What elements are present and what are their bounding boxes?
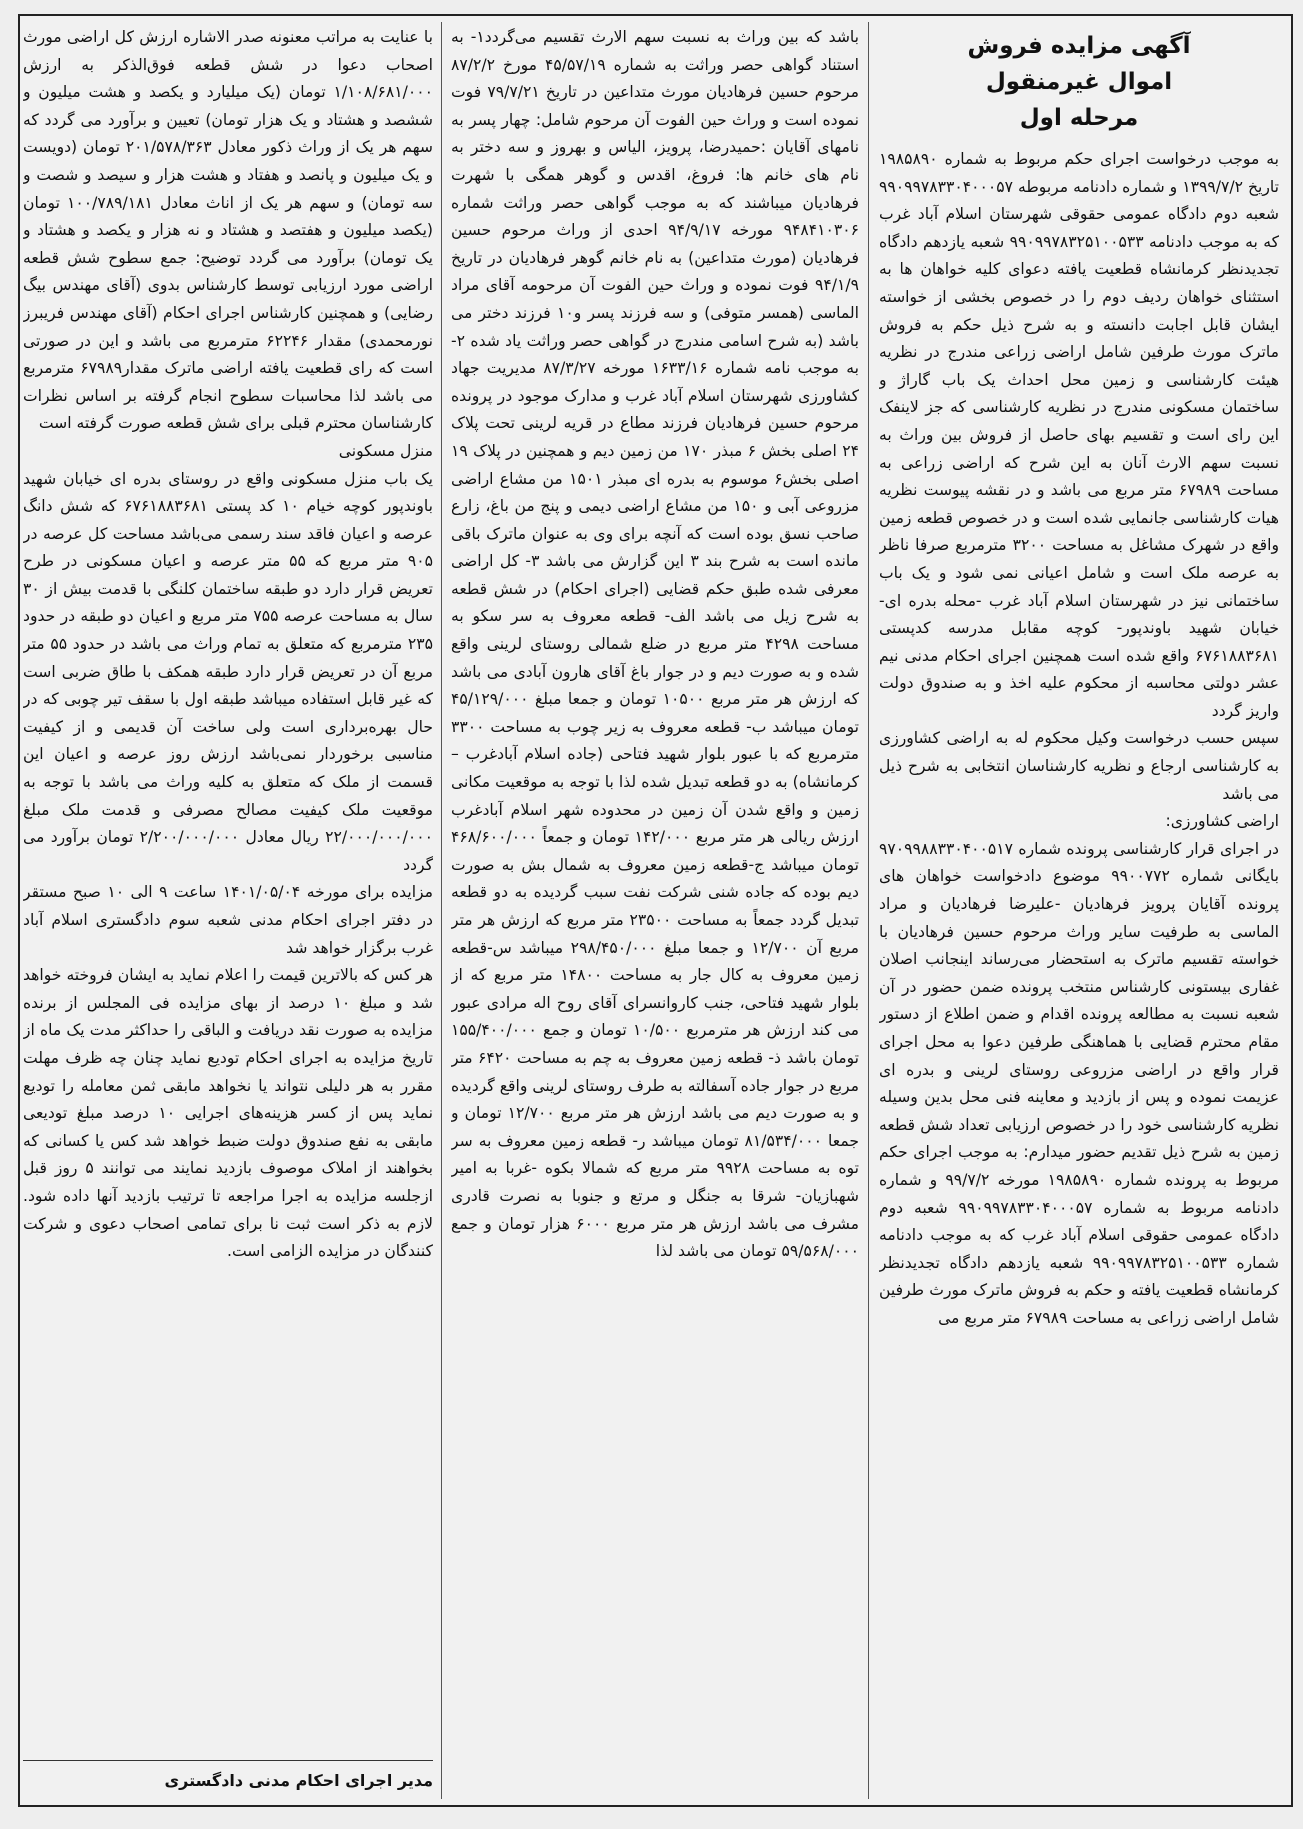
paragraph-expert-referral: سپس حسب درخواست وکیل محکوم له به اراضی کشاورزی به کارشناسی ارجاع و نظریه کارشناسان انتخابی به شرح ذیل می باشد	[879, 729, 1279, 803]
signature-line: مدیر اجرای احکام مدنی دادگستری	[23, 1760, 433, 1795]
paragraph-heirs-and-parcels: باشد که بین وراث به نسبت سهم الارث تقسیم می‌گردد۱- به استناد گواهی حصر وراثت به شماره ۴۵/۵۷/۱۹ مورخ ۸۷/۲/۲ مرحوم حسین فرهادیان مورث متداعین در تاریخ ۷۹/۷/۲۱ فوت نموده است و وراث حین الفوت آن مرحوم شامل: چهار پسر به نامهای آقایان :حمیدرضا، پرویز، الیاس و بهروز و سه دختر به نام های خانم ها: فروغ، اقدس و گوهر همگی با شهرت فرهادیان میباشند که به موجب گواهی حصر وراثت شماره ۹۴۸۴۱۰۳۰۶ مورخه ۹۴/۹/۱۷ احدی از وراث مرحوم حسین فرهادیان (مورث متداعین) به نام خانم گوهر فرهادیان در تاریخ ۹۴/۱/۹ فوت نموده و وراث حین الفوت آن مرحومه آقای مراد الماسی (همسر متوفی) و سه فرزند پسر و۱۰ فرزند دختر می باشد (به شرح اسامی مندرج در گواهی حصر وراثت یاد شده ۲- به موجب نامه شماره ۱۶۳۳/۱۶ مورخه ۸۷/۳/۲۷ مدیریت جهاد کشاورزی شهرستان اسلام آباد غرب و مدارک موجود در پرونده مرحوم حسین فرهادیان فرزند مطاع در قریه لرینی تحت پلاک ۲۴ اصلی بخش ۶ مبذر ۱۷۰ من زمین دیم و همچنین در پلاک ۱۹ اصلی بخش۶ موسوم به بدره ای مبذر ۱۵۰۱ من مشاع اراضی مزروعی آبی و ۱۵۰ من مشاع اراضی دیمی و پنج من باغ، زارع صاحب نسق بوده است که آنچه برای وی به عنوان ماترک باقی مانده است به شرح بند ۳ این گزارش می باشد ۳- کل اراضی معرفی شده طبق حکم قضایی (اجرای احکام) در شش قطعه به شرح زیل می باشد الف- قطعه معروف به سر سکو به مساحت ۴۲۹۸ متر مربع در ضلع شمالی روستای لرینی واقع شده و به صورت دیم و در جوار باغ آقای هارون آبادی می باشد که ارزش هر متر مربع ۱۰۵۰۰ تومان و جمعا مبلغ ۴۵/۱۲۹/۰۰۰ تومان میباشد ب- قطعه معروف به زیر چوب به مساحت ۳۳۰۰ مترمربع که با عبور بلوار شهید فتاحی (جاده اسلام آبادغرب – کرمانشاه) به دو قطعه تبدیل شده لذا با توجه به موقعیت مکانی زمین و واقع شدن آن زمین در محدوده شهر اسلام آبادغرب ارزش ریالی هر متر مربع ۱۴۲/۰۰۰ تومان و جمعاً ۴۶۸/۶۰۰/۰۰۰ تومان میباشد ج-قطعه زمین معروف به شمال بش به صورت دیم بوده که جاده شنی شرکت نفت سبب گردیده به دو قطعه تبدیل گردد جمعاً به مساحت ۲۳۵۰۰ متر مربع که ارزش هر متر مربع آن ۱۲/۷۰۰ و جمعا مبلغ ۲۹۸/۴۵۰/۰۰۰ میباشد س-قطعه زمین معروف به کال جار به مساحت ۱۴۸۰۰ متر مربع که از بلوار شهید فتاحی، جنب کاروانسرای آقای روح اله مرادی عبور می کند ارزش هر مترمربع ۱۰/۵۰۰ تومان و جمع ۱۵۵/۴۰۰/۰۰۰ تومان باشد ذ- قطعه زمین معروف به چم به مساحت ۶۴۲۰ متر مربع در جوار جاده آسفالته به طرف روستای لرینی واقع گردیده و به صورت دیم می باشد ارزش هر متر مربع ۱۲/۷۰۰ تومان و جمعا ۸۱/۵۳۴/۰۰۰ تومان میباشد ر- قطعه زمین معروف به سر توه به مساحت ۹۹۲۸ متر مربع که شمالا بکوه -غربا به امیر شهبازیان- شرقا به جنگل و مرتع و جنوبا به نصرت قادری مشرف می باشد ارزش هر متر مربع ۶۰۰۰ هزار تومان و جمع ۵۹/۵۶۸/۰۰۰ تومان می باشد لذا	[451, 28, 859, 1261]
headline-line-2: اموال غیرمنقول	[985, 69, 1173, 95]
section-heading-agricultural-land: اراضی کشاورزی:	[1165, 812, 1279, 831]
paragraph-house-description: یک باب منزل مسکونی واقع در روستای بدره ای خیابان شهید باوندپور کوچه خیام ۱۰ کد پستی ۶۷۶۱۸۸۳۶۸۱ که شش دانگ عرصه و اعیان فاقد سند رسمی می‌باشد مساحت کل عرصه در ۹۰۵ متر مربع که ۵۵ متر عرصه و اعیان مسکونی در طرح تعریض قرار دارد دو طبقه ساختمان کلنگی با قدمت بیش از ۳۰ سال به مساحت عرصه ۷۵۵ متر مربع و اعیان دو طبقه در حدود ۲۳۵ مترمربع که متعلق به تمام وراث می باشد در حدود ۵۵ متر مربع آن در تعریض قرار دارد طبقه همکف با طاق ضربی است که غیر قابل استفاده میباشد طبقه اول با سقف تیر چوبی که در حال بهره‌برداری است ولی ساخت آن قدیمی و از کیفیت مناسبی برخوردار نمی‌باشد ارزش روز عرصه و اعیان این قسمت از ملک که متعلق به کلیه وراث می باشد با توجه به موقعیت ملک کیفیت مصالح مصرفی و قدمت ملک مبلغ ۲۲/۰۰۰/۰۰۰/۰۰۰ ریال معادل ۲/۲۰۰/۰۰۰/۰۰۰ تومان برآورد می گردد	[23, 469, 433, 874]
section-heading-residential-house: منزل مسکونی	[338, 441, 433, 460]
notice-headline	[879, 28, 1279, 136]
paragraph-auction-date: مزایده برای مورخه ۱۴۰۱/۰۵/۰۴ ساعت ۹ الی ۱۰ صبح مستقر در دفتر اجرای احکام مدنی شعبه سوم دادگستری اسلام آباد غرب برگزار خواهد شد	[23, 883, 433, 957]
paragraph-court-order: به موجب درخواست اجرای حکم مربوط به شماره ۱۹۸۵۸۹۰ تاریخ ۱۳۹۹/۷/۲ و شماره دادنامه مربوطه ۹۹۰۹۹۷۸۳۳۰۴۰۰۰۵۷ شعبه دوم دادگاه عمومی حقوقی شهرستان اسلام آباد غرب که به موجب دادنامه ۹۹۰۹۹۷۸۳۲۵۱۰۰۵۳۳ شعبه یازدهم دادگاه تجدیدنظر کرمانشاه قطعیت یافته دعوای کلیه خواهان ها به استثنای خواهان ردیف دوم را در خصوص بخشی از خواسته ایشان قابل اجابت دانسته و به شرح ذیل حکم به فروش ماترک مورث طرفین شامل اراضی زراعی مندرج در نظریه هیئت کارشناسی و زمین محل احداث یک باب گاراژ و ساختمان مسکونی مندرج در نظریه کارشناسی که جز لاینفک این رای است و تقسیم بهای حاصل از فروش بین وراث به نسبت سهم الارث آنان به این شرح که اراضی زراعی به مساحت ۶۷۹۸۹ متر مربع می باشد و در نقشه پیوست نظریه هیات کارشناسی جانمایی شده است و در خصوص قطعه زمین واقع در شهرک مشاغل به مساحت ۳۲۰۰ مترمربع صرفا ناظر به عرصه ملک است و شامل اعیانی نمی شود و یک باب ساختمانی نیز در شهرستان اسلام آباد غرب -محله بدره ای- خیابان شهید باوندپور- کوچه مقابل مدرسه کدپستی ۶۷۶۱۸۸۳۶۸۱ واقع شده است همچنین اجرای احکام مدنی نیم عشر دولتی محاسبه از محکوم علیه اخذ و به صندوق دولت واریز گردد	[879, 150, 1279, 720]
paragraph-expert-report: در اجرای قرار کارشناسی پرونده شماره ۹۷۰۹۹۸۸۳۳۰۴۰۰۵۱۷ بایگانی شماره ۹۹۰۰۷۷۲ موضوع دادخواست خواهان های پرونده آقایان پرویز فرهادیان -علیرضا فرهادیان و مراد الماسی به طرفیت سایر وراث مرحوم حسین فرهادیان با خواسته تقسیم ماترک به استحضار می‌رساند اینجانب اصلان غفاری بیستونی کارشناس منتخب پرونده ضمن حضور در آن شعبه نسبت به مطالعه پرونده اقدام و ضمن اطلاع از دستور مقام محترم قضایی با هماهنگی طرفین دعوا به محل اجرای قرار واقع در اراضی مزروعی روستای لرینی و بدره ای عزیمت نموده و پس از بازدید و معاینه فنی محل بدین وسیله نظریه کارشناسی خود را در خصوص ارزیابی تعداد شش قطعه زمین به شرح ذیل تقدیم حضور میدارم: به موجب اجرای حکم مربوط به پرونده شماره ۱۹۸۵۸۹۰ مورخه ۹۹/۷/۲ و شماره دادنامه مربوط به شماره ۹۹۰۹۹۷۸۳۳۰۴۰۰۰۵۷ شعبه دوم دادگاه عمومی حقوقی اسلام آباد غرب که به موجب دادنامه شماره ۹۹۰۹۹۷۸۳۲۵۱۰۰۵۳۳ شعبه یازدهم دادگاه تجدیدنظر کرمانشاه قطعیت یافته و حکم به فروش ماترک مورث طرفین شامل اراضی زراعی به مساحت ۶۷۹۸۹ متر مربع می	[879, 839, 1279, 1327]
column-left	[23, 24, 433, 1797]
column-right	[879, 24, 1279, 1797]
paragraph-auction-terms: هر کس که بالاترین قیمت را اعلام نماید به ایشان فروخته خواهد شد و مبلغ ۱۰ درصد از بهای مزایده فی المجلس از برنده مزایده به صورت نقد دریافت و الباقی را حداکثر مدت یک ماه از تاریخ مزایده به اجرای احکام تودیع نماید چنان چه ظرف مهلت مقرر به هر دلیلی نتواند یا نخواهد مابقی ثمن معامله را تودیع نماید پس از کسر هزینه‌های اجرایی ۱۰ درصد مبلغ تودیعی مابقی به نفع صندوق دولت ضبط خواهد شد کس یا کسانی که بخواهند از املاک موصوف بازدید نمایند می توانند ۵ روز قبل ازجلسه مزایده به اجرا مراجعه تا ترتیب بازدید آنها داده شود. لازم به ذکر است ثبت نا برای تمامی اصحاب دعوی و شرکت کنندگان در مزایده الزامی است.	[23, 966, 433, 1261]
column-middle	[451, 24, 859, 1797]
headline-line-3: مرحله اول	[1019, 105, 1139, 131]
notice-frame	[18, 14, 1293, 1807]
headline-line-1: آگهی مزایده فروش	[967, 33, 1191, 59]
column-divider	[441, 22, 442, 1799]
column-divider	[868, 22, 869, 1799]
paragraph-total-valuation: با عنایت به مراتب معنونه صدر الاشاره ارزش کل اراضی مورث اصحاب دعوا در شش قطعه فوق‌الذکر به ارزش ۱/۱۰۸/۶۸۱/۰۰۰ تومان (یک میلیارد و یکصد و هشت میلیون و ششصد و هشتاد و یک هزار تومان) تعیین و برآورد می گردد که سهم هر یک از وراث ذکور معادل ۲۰۱/۵۷۸/۳۶۳ تومان (دویست و یک میلیون و پانصد و هفتاد و هشت هزار و سیصد و شصت و سه تومان) و سهم هر یک از اناث معادل ۱۰۰/۷۸۹/۱۸۱ تومان (یکصد میلیون و هفتصد و هشتاد و نه هزار و یکصد و هشتاد و یک تومان) برآورد می گردد توضیح: جمع سطوح شش قطعه اراضی مورد ارزیابی توسط کارشناس بدوی (آقای مهندس بیگ رضایی) و همچنین کارشناس اجرای احکام (آقای مهندس فریبرز نورمحمدی) مقدار ۶۲۲۴۶ مترمربع می باشد و این در صورتی است که رای قطعیت یافته اراضی ماترک مقدار۶۷۹۸۹ مترمربع می باشد لذا محاسبات سطوح انجام گرفته بر اساس نظرات کارشناسان محترم قبلی برای شش قطعه صورت گرفته است	[23, 28, 433, 433]
